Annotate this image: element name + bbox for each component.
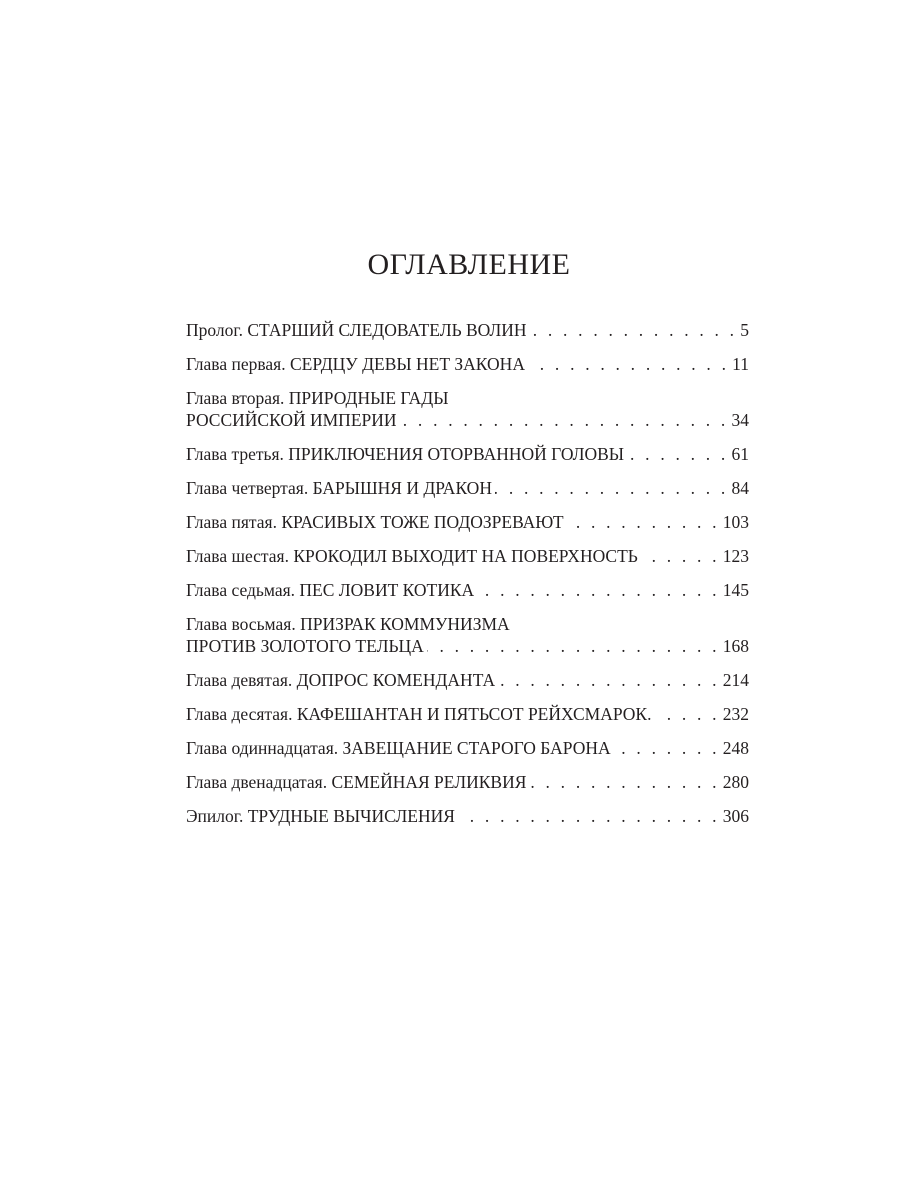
dot-leader xyxy=(458,805,720,827)
dot-leader xyxy=(400,409,729,431)
page-number: 280 xyxy=(722,772,749,792)
toc-entry[interactable] xyxy=(186,805,749,827)
toc-entry-line xyxy=(186,409,749,431)
chapter-title: Глава одиннадцатая. ЗАВЕЩАНИЕ СТАРОГО БАРОНА xyxy=(186,738,611,758)
toc-entry[interactable] xyxy=(186,477,749,499)
chapter-title: Глава пятая. КРАСИВЫХ ТОЖЕ ПОДОЗРЕВАЮТ xyxy=(186,512,564,532)
toc-entry[interactable] xyxy=(186,737,749,759)
page-number: 5 xyxy=(740,320,749,340)
chapter-title: ПРОТИВ ЗОЛОТОГО ТЕЛЬЦА xyxy=(186,636,424,656)
chapter-title: Глава вторая. ПРИРОДНЫЕ ГАДЫ xyxy=(186,388,449,408)
table-of-contents xyxy=(186,319,749,839)
toc-entry-line xyxy=(186,477,749,499)
toc-entry-line xyxy=(186,613,749,635)
page-number: 214 xyxy=(722,670,749,690)
page-number: 123 xyxy=(722,546,749,566)
dot-leader xyxy=(427,635,720,657)
page-number: 306 xyxy=(722,806,749,826)
dot-leader xyxy=(529,771,719,793)
toc-entry-line xyxy=(186,805,749,827)
page-number: 11 xyxy=(732,354,749,374)
toc-entry[interactable] xyxy=(186,579,749,601)
toc-entry-line xyxy=(186,635,749,657)
chapter-title: Глава десятая. КАФЕШАНТАН И ПЯТЬСОТ РЕЙХСМАРОК. xyxy=(186,704,652,724)
chapter-title: Глава двенадцатая. СЕМЕЙНАЯ РЕЛИКВИЯ xyxy=(186,772,527,792)
chapter-title: Глава седьмая. ПЕС ЛОВИТ КОТИКА xyxy=(186,580,475,600)
page-number: 168 xyxy=(722,636,749,656)
page-number: 34 xyxy=(731,410,749,430)
dot-leader xyxy=(530,319,738,341)
dot-leader xyxy=(627,443,728,465)
dot-leader xyxy=(567,511,720,533)
toc-entry-line xyxy=(186,511,749,533)
chapter-title: Глава восьмая. ПРИЗРАК КОММУНИЗМА xyxy=(186,614,510,634)
toc-entry[interactable] xyxy=(186,319,749,341)
dot-leader xyxy=(641,545,720,567)
toc-entry[interactable] xyxy=(186,545,749,567)
toc-entry-line xyxy=(186,545,749,567)
toc-entry[interactable] xyxy=(186,387,749,431)
toc-entry-line xyxy=(186,319,749,341)
chapter-title: Глава третья. ПРИКЛЮЧЕНИЯ ОТОРВАННОЙ ГОЛОВЫ xyxy=(186,444,625,464)
chapter-title: Глава первая. СЕРДЦУ ДЕВЫ НЕТ ЗАКОНА xyxy=(186,354,525,374)
dot-leader xyxy=(477,579,720,601)
dot-leader xyxy=(498,669,720,691)
toc-entry[interactable] xyxy=(186,613,749,657)
chapter-title: Глава девятая. ДОПРОС КОМЕНДАНТА xyxy=(186,670,496,690)
chapter-title: РОССИЙСКОЙ ИМПЕРИИ xyxy=(186,410,397,430)
chapter-title: Глава четвертая. БАРЫШНЯ И ДРАКОН xyxy=(186,478,492,498)
dot-leader xyxy=(495,477,729,499)
page-number: 61 xyxy=(731,444,749,464)
page-number: 248 xyxy=(722,738,749,758)
toc-entry-line xyxy=(186,771,749,793)
page-number: 232 xyxy=(722,704,749,724)
dot-leader xyxy=(528,353,729,375)
chapter-title: Глава шестая. КРОКОДИЛ ВЫХОДИТ НА ПОВЕРХНОСТЬ xyxy=(186,546,638,566)
toc-entry[interactable] xyxy=(186,771,749,793)
page-number: 103 xyxy=(722,512,749,532)
toc-entry-line xyxy=(186,669,749,691)
toc-entry[interactable] xyxy=(186,669,749,691)
toc-entry[interactable] xyxy=(186,511,749,533)
toc-entry-line xyxy=(186,703,749,725)
chapter-title: Пролог. СТАРШИЙ СЛЕДОВАТЕЛЬ ВОЛИН xyxy=(186,320,527,340)
toc-entry-line xyxy=(186,353,749,375)
dot-leader xyxy=(655,703,720,725)
chapter-title: Эпилог. ТРУДНЫЕ ВЫЧИСЛЕНИЯ xyxy=(186,806,455,826)
page-title: ОГЛАВЛЕНИЕ xyxy=(367,248,571,281)
toc-entry-line xyxy=(186,579,749,601)
toc-entry-line xyxy=(186,387,749,409)
toc-entry[interactable] xyxy=(186,443,749,465)
dot-leader xyxy=(614,737,720,759)
page-number: 145 xyxy=(722,580,749,600)
toc-entry-line xyxy=(186,443,749,465)
toc-entry-line xyxy=(186,737,749,759)
toc-entry[interactable] xyxy=(186,703,749,725)
page-number: 84 xyxy=(731,478,749,498)
toc-entry[interactable] xyxy=(186,353,749,375)
